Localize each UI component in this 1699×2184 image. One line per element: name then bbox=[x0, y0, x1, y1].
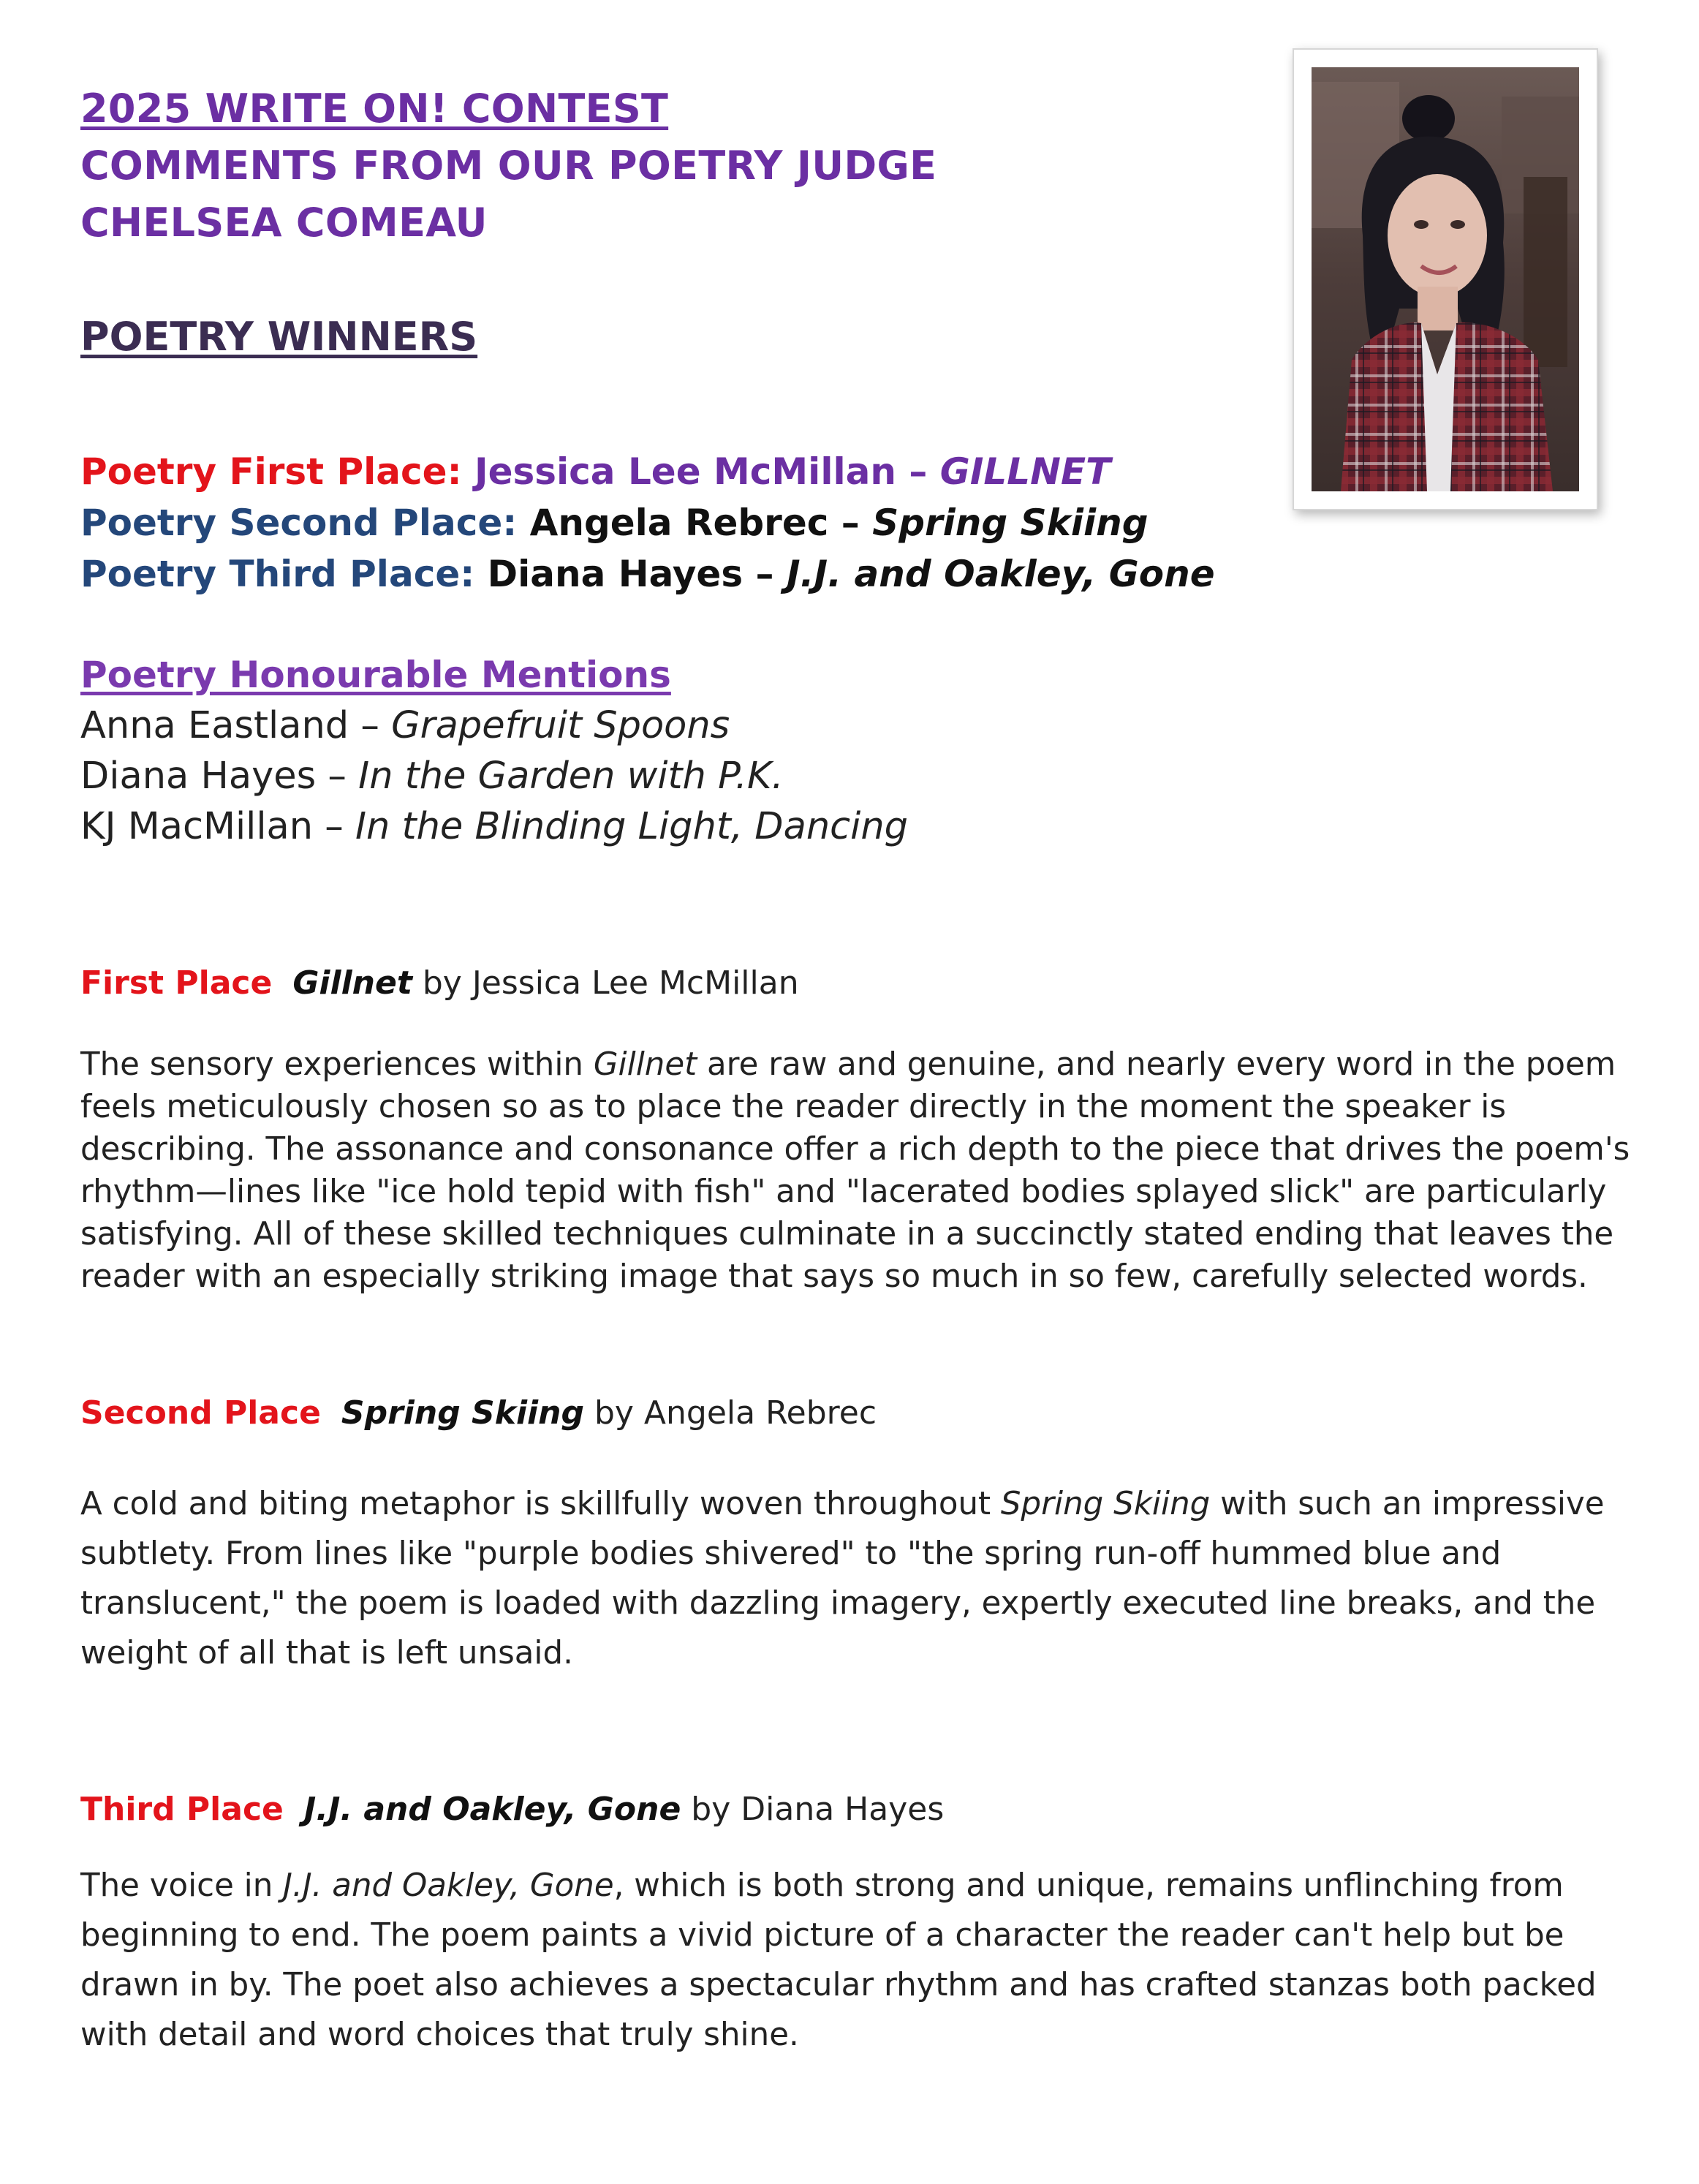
honourable-mention-author: Anna Eastland – bbox=[80, 704, 379, 747]
comment-text: , which is both strong and unique, remains unflinching from beginning to end. The poem paints a vivid picture of a character the reader can't help but be drawn in by. The poet also achieves a spectacular rhythm and has crafted stanzas both packed with detail and word choices that truly shine. bbox=[80, 1867, 1597, 2053]
third-place-comment bbox=[80, 1861, 1638, 2060]
first-place-name: Jessica Lee McMillan – bbox=[474, 450, 928, 493]
honourable-mentions-heading: Poetry Honourable Mentions bbox=[80, 654, 671, 696]
second-place-comment bbox=[80, 1479, 1638, 1678]
honourable-mention-item bbox=[80, 751, 1638, 801]
third-place-title: J.J. and Oakley, Gone bbox=[786, 553, 1215, 595]
second-place-label: Poetry Second Place: bbox=[80, 502, 518, 544]
first-place-label: Poetry First Place: bbox=[80, 450, 462, 493]
contest-title: 2025 WRITE ON! CONTEST bbox=[80, 86, 669, 132]
first-place-section-label: First Place bbox=[80, 964, 273, 1002]
second-place-section-heading bbox=[80, 1391, 1638, 1435]
third-place-section-title: J.J. and Oakley, Gone bbox=[303, 1791, 681, 1828]
first-place-section-title: Gillnet bbox=[292, 964, 412, 1002]
poetry-winners-heading: POETRY WINNERS bbox=[80, 314, 478, 360]
second-place-section-title: Spring Skiing bbox=[341, 1394, 584, 1432]
comment-text: The sensory experiences within bbox=[80, 1046, 594, 1083]
first-place-title: GILLNET bbox=[939, 450, 1111, 493]
comment-poem-title: J.J. and Oakley, Gone bbox=[283, 1867, 614, 1904]
judge-comments-heading: COMMENTS FROM OUR POETRY JUDGE bbox=[80, 143, 937, 189]
third-place-label: Poetry Third Place: bbox=[80, 553, 475, 595]
third-place-name: Diana Hayes – bbox=[487, 553, 774, 595]
honourable-mention-item bbox=[80, 700, 1638, 751]
second-place-title: Spring Skiing bbox=[872, 502, 1149, 544]
honourable-mention-title: In the Blinding Light, Dancing bbox=[355, 805, 909, 848]
judge-photo-frame bbox=[1293, 48, 1598, 510]
third-place-section-heading bbox=[80, 1788, 1638, 1832]
first-place-comment bbox=[80, 1043, 1638, 1298]
comment-text: A cold and biting metaphor is skillfully woven throughout bbox=[80, 1486, 1001, 1522]
honourable-mention-title: In the Garden with P.K. bbox=[358, 755, 784, 798]
honourable-mention-title: Grapefruit Spoons bbox=[391, 704, 730, 747]
first-place-section-heading bbox=[80, 961, 1638, 1005]
judge-photo bbox=[1312, 67, 1579, 491]
first-place-byline: by Jessica Lee McMillan bbox=[422, 964, 799, 1002]
comment-text: with such an impressive subtlety. From lines like "purple bodies shivered" to "the spring run-off hummed blue and translucent," the poem is loaded with dazzling imagery, expertly executed line breaks, and the weight of all that is left unsaid. bbox=[80, 1486, 1605, 1671]
comment-text: The voice in bbox=[80, 1867, 284, 1904]
second-place-name: Angela Rebrec – bbox=[529, 502, 860, 544]
second-place-byline: by Angela Rebrec bbox=[594, 1394, 877, 1432]
second-place-section-label: Second Place bbox=[80, 1394, 321, 1432]
third-place-section-label: Third Place bbox=[80, 1791, 284, 1828]
judge-portrait-image bbox=[1312, 67, 1579, 491]
third-place-line bbox=[80, 548, 1638, 600]
third-place-byline: by Diana Hayes bbox=[691, 1791, 945, 1828]
comment-text: are raw and genuine, and nearly every word in the poem feels meticulously chosen so as to place the reader directly in the moment the speaker is describing. The assonance and consonance offer a rich depth to the piece that drives the poem's rhythm—lines like "ice hold tepid with fish" and "lacerated bodies splayed slick" are particularly satisfying. All of these skilled techniques culminate in a succinctly stated ending that leaves the reader with an especially striking image that says so much in so few, carefully selected words. bbox=[80, 1046, 1630, 1295]
honourable-mention-author: KJ MacMillan – bbox=[80, 805, 344, 848]
judge-name: CHELSEA COMEAU bbox=[80, 200, 488, 246]
honourable-mention-author: Diana Hayes – bbox=[80, 755, 347, 798]
honourable-mention-item bbox=[80, 801, 1638, 852]
comment-poem-title: Gillnet bbox=[593, 1046, 697, 1083]
comment-poem-title: Spring Skiing bbox=[1000, 1486, 1211, 1522]
